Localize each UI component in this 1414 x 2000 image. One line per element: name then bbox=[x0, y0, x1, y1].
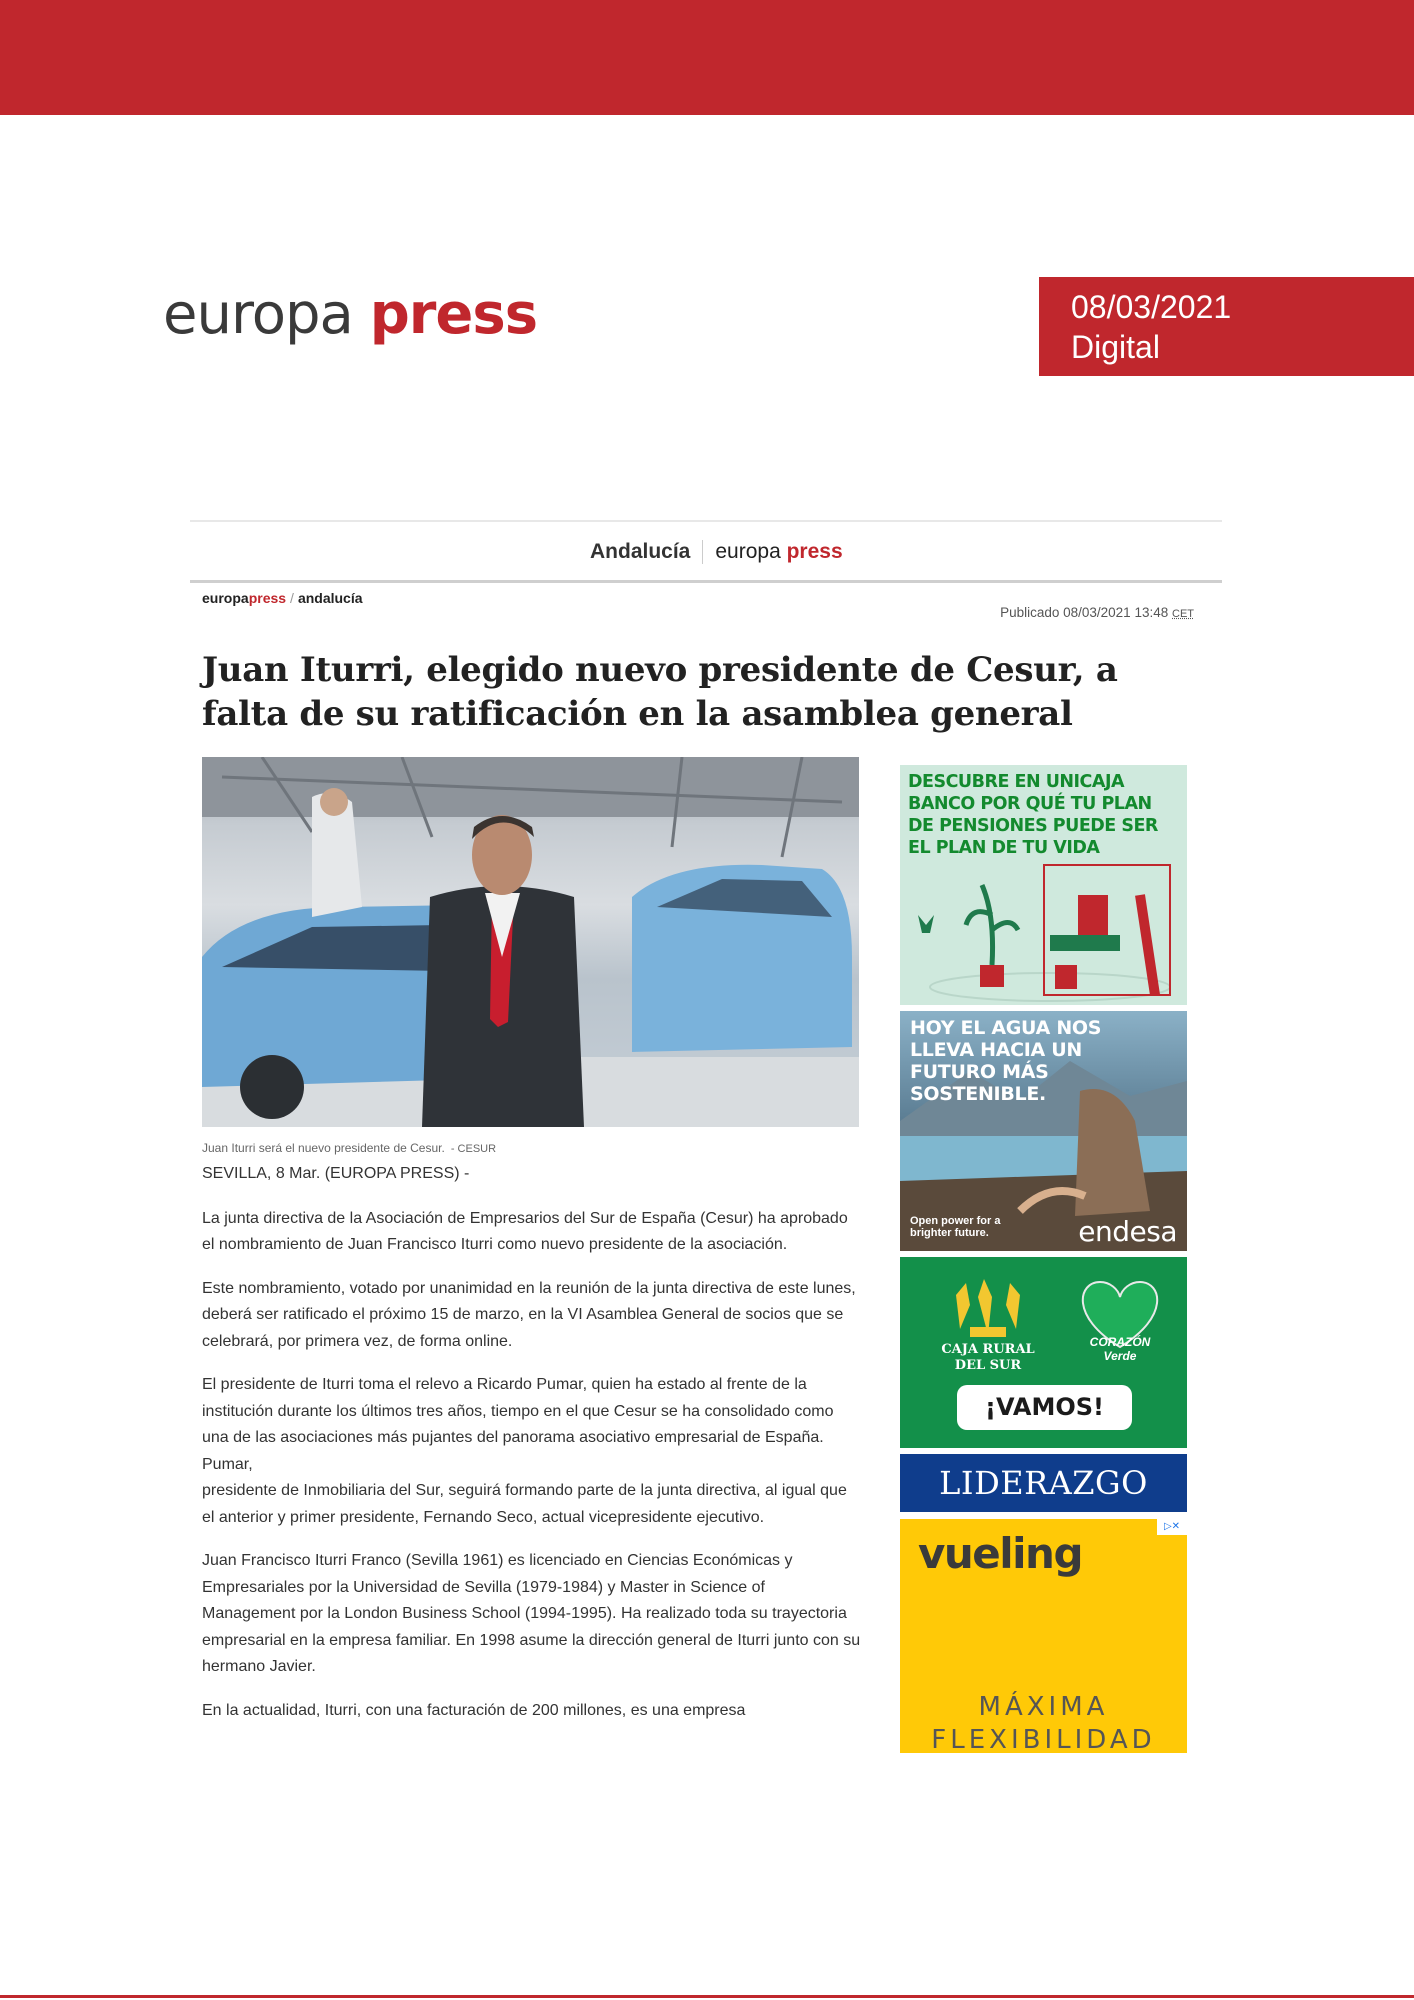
article-paragraph: El presidente de Iturri toma el relevo a Ricardo Pumar, quien ha estado al frente de la institución durante los últimos tres años, tiempo en el que Cesur se ha consolidado como una de las asociaciones más pujantes del panorama asociativo empresarial de España. Pumar, presidente de Inmobiliaria del Sur, seguirá formando parte de la junta directiva, al igual que el anterior y primer presidente, Fernando Seco, actual vicepresidente ejecutivo. bbox=[202, 1376, 847, 1526]
vueling-ad[interactable]: vueling ▷✕ MÁXIMA FLEXIBILIDAD bbox=[900, 1519, 1187, 1753]
top-banner-bar bbox=[0, 0, 1414, 115]
caja-rural-logo: CAJA RURAL DEL SUR bbox=[941, 1342, 1035, 1373]
clipping-medium: Digital bbox=[1071, 329, 1160, 365]
breadcrumb-section[interactable]: andalucía bbox=[297, 590, 363, 606]
article-screenshot bbox=[190, 520, 1222, 1754]
site-header bbox=[190, 520, 1222, 583]
clipping-date: 08/03/2021 bbox=[1071, 289, 1232, 325]
vueling-logo: vueling bbox=[918, 1529, 1083, 1578]
liderazgo-ad[interactable]: LIDERAZGO bbox=[900, 1454, 1187, 1512]
vamos-button[interactable]: ¡VAMOS! bbox=[957, 1385, 1132, 1430]
unicaja-ad[interactable]: DESCUBRE EN UNICAJA BANCO POR QUÉ TU PLAN DE PENSIONES PUEDE SER EL PLAN DE TU VIDA bbox=[900, 765, 1187, 1005]
breadcrumb-home[interactable]: europapress bbox=[202, 590, 287, 606]
article-paragraph: Juan Francisco Iturri Franco (Sevilla 1961) es licenciado en Ciencias Económicas y Empresariales por la Universidad de Sevilla (1979-1984) y Master in Science of Management por la London Business School (1994-1995). Ha realizado toda su trayectoria empresarial en la empresa familiar. En 1998 asume la dirección general de Iturri junto con su hermano Javier. bbox=[202, 1552, 861, 1675]
bottom-rule bbox=[0, 1995, 1414, 1998]
photo-caption: Juan Iturri será el nuevo presidente de Cesur. - CESUR bbox=[202, 1141, 497, 1155]
caja-rural-ad[interactable] bbox=[900, 1257, 1187, 1448]
clipping-date-box bbox=[1039, 277, 1414, 376]
europa-press-logo: europa press bbox=[163, 282, 538, 347]
breadcrumb: europapress / andalucía bbox=[202, 590, 363, 606]
article-dateline: SEVILLA, 8 Mar. (EUROPA PRESS) - bbox=[202, 1165, 470, 1182]
adchoices-icon[interactable]: ▷✕ bbox=[1157, 1519, 1187, 1535]
photo-credit: - CESUR bbox=[450, 1143, 497, 1155]
header-section-link[interactable]: Andalucía bbox=[590, 540, 703, 564]
article-paragraph: En la actualidad, Iturri, con una facturación de 200 millones, es una empresa bbox=[202, 1701, 746, 1719]
endesa-ad[interactable]: HOY EL AGUA NOS LLEVA HACIA UN FUTURO MÁS SOSTENIBLE. Open power for a brighter future. endesa bbox=[900, 1011, 1187, 1251]
corazon-verde-logo: CORAZÓN Verde bbox=[1089, 1335, 1151, 1363]
endesa-logo: endesa bbox=[1078, 1215, 1177, 1248]
article-headline: Juan Iturri, elegido nuevo presidente de Cesur, a falta de su ratificación en la asamblea general bbox=[202, 650, 1118, 734]
published-timestamp: Publicado 08/03/2021 13:48 CET bbox=[1000, 605, 1194, 620]
header-logo[interactable]: europa press bbox=[715, 540, 843, 563]
article-photo bbox=[202, 757, 859, 1127]
article-paragraph: La junta directiva de la Asociación de Empresarios del Sur de España (Cesur) ha aprobado el nombramiento de Juan Francisco Iturri como nuevo presidente de la asociación. bbox=[202, 1209, 848, 1253]
article-paragraph: Este nombramiento, votado por unanimidad en la reunión de la junta directiva de este lunes, deberá ser ratificado el próximo 15 de marzo, en la VI Asamblea General de socios que se celebrará, por primera vez, de forma online. bbox=[202, 1279, 856, 1350]
article-body bbox=[202, 1161, 862, 1741]
